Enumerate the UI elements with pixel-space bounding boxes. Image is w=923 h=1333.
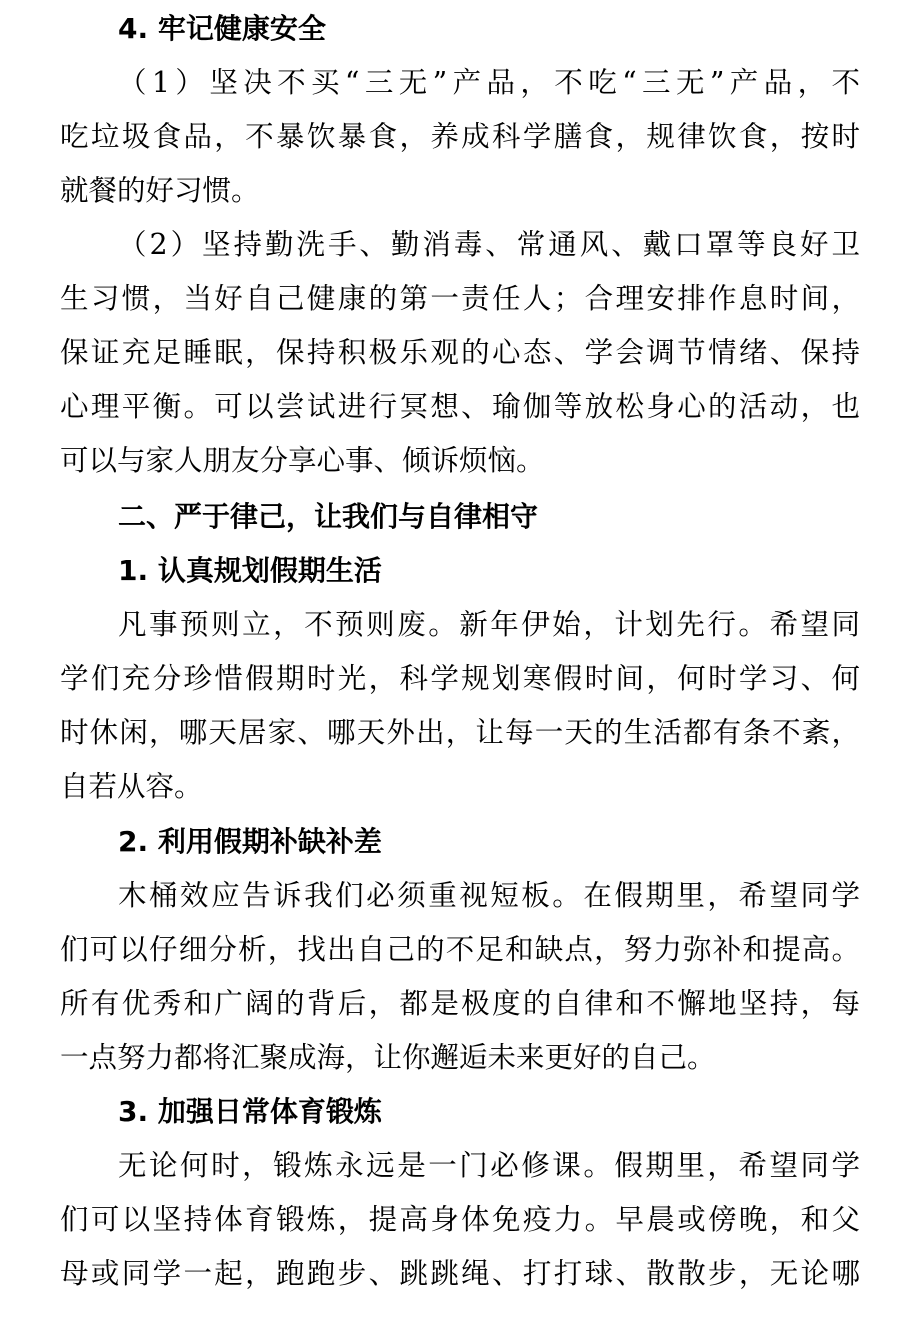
paragraph-line: 学们充分珍惜假期时光，科学规划寒假时间，何时学习、何 — [60, 662, 860, 695]
paragraph-line: 生习惯，当好自己健康的第一责任人；合理安排作息时间， — [60, 282, 860, 315]
heading-exercise: 3. 加强日常体育锻炼 — [118, 1095, 382, 1128]
paragraph-line: 自若从容。 — [60, 770, 203, 803]
paragraph-line: 所有优秀和广阔的背后，都是极度的自律和不懈地坚持，每 — [60, 987, 860, 1020]
paragraph-line: 们可以坚持体育锻炼，提高身体免疫力。早晨或傍晚，和父 — [60, 1203, 860, 1236]
paragraph-line: 凡事预则立，不预则废。新年伊始，计划先行。希望同 — [118, 608, 860, 641]
paragraph-line: （2）坚持勤洗手、勤消毒、常通风、戴口罩等良好卫 — [118, 228, 860, 261]
paragraph-line: 吃垃圾食品，不暴饮暴食，养成科学膳食，规律饮食，按时 — [60, 120, 860, 153]
paragraph-line: 们可以仔细分析，找出自己的不足和缺点，努力弥补和提高。 — [60, 933, 860, 966]
section-heading-self-discipline: 二、严于律己，让我们与自律相守 — [118, 500, 539, 533]
paragraph-line: 母或同学一起，跑跑步、跳跳绳、打打球、散散步，无论哪 — [60, 1257, 860, 1290]
paragraph-line: 心理平衡。可以尝试进行冥想、瑜伽等放松身心的活动，也 — [60, 390, 860, 423]
paragraph-line: 可以与家人朋友分享心事、倾诉烦恼。 — [60, 444, 545, 477]
paragraph-line: （1）坚决不买“三无”产品，不吃“三无”产品，不 — [118, 66, 860, 99]
heading-health-safety: 4. 牢记健康安全 — [118, 12, 326, 45]
paragraph-line: 木桶效应告诉我们必须重视短板。在假期里，希望同学 — [118, 879, 860, 912]
paragraph-line: 保证充足睡眠，保持积极乐观的心态、学会调节情绪、保持 — [60, 336, 860, 369]
paragraph-line: 无论何时，锻炼永远是一门必修课。假期里，希望同学 — [118, 1149, 860, 1182]
heading-fill-gaps: 2. 利用假期补缺补差 — [118, 825, 382, 858]
paragraph-line: 一点努力都将汇聚成海，让你邂逅未来更好的自己。 — [60, 1041, 716, 1074]
paragraph-line: 时休闲，哪天居家、哪天外出，让每一天的生活都有条不紊， — [60, 716, 860, 749]
paragraph-line: 就餐的好习惯。 — [60, 174, 260, 207]
heading-plan-holiday: 1. 认真规划假期生活 — [118, 554, 382, 587]
